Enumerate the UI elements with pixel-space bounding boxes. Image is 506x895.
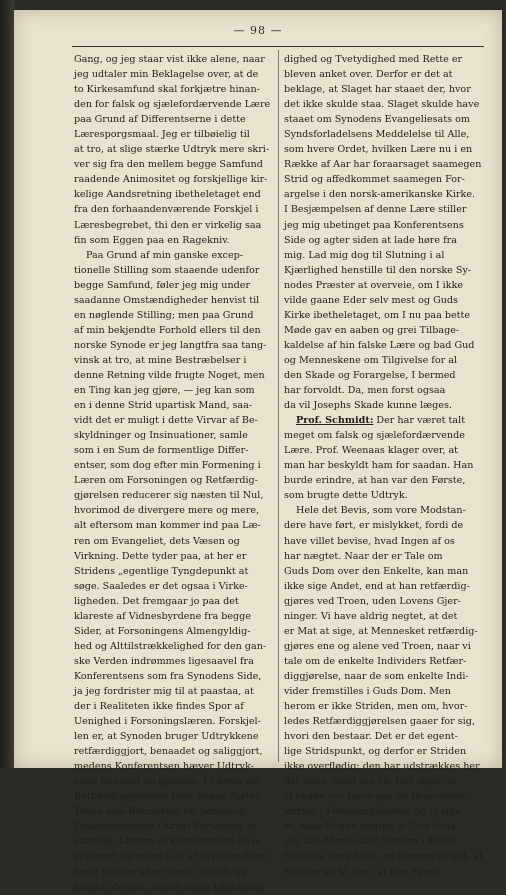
text-line: kelige Aandsretning ibetheletaget end (74, 189, 261, 201)
text-line: er Mat at sige, at Mennesket retfærdig- (284, 625, 478, 637)
text-line: staaet om Synodens Evangeliesats om (284, 114, 470, 126)
text-line (284, 413, 487, 428)
text-line: ren om Evangeliet, dets Væsen og (74, 535, 240, 547)
text-line: den for falsk og sjælefordærvende Lære (74, 99, 271, 111)
speech-text: Der har været talt (373, 415, 466, 427)
text-line: Konferentsens som fra Synodens Side, (74, 670, 262, 682)
text-line: skyldninger og Insinuationer, samle (74, 430, 248, 442)
text-line: Retfærdiggjørelsen fatte begge Parter (74, 791, 261, 803)
text-line: diggjørelse, naar de som enkelte Indi- (284, 670, 469, 682)
text-line: tale om de enkelte Individers Retfær- (284, 655, 467, 667)
speaker-name: Prof. Schmidt: (296, 415, 374, 427)
text-line: da vil Josephs Skade kunne læges. (284, 400, 452, 412)
text-line: dere have ført, er mislykket, fordi de (284, 520, 464, 532)
text-line: en i denne Strid upartisk Mand, saa- (74, 400, 253, 412)
text-line: alt eftersom man kommer ind paa Læ- (74, 520, 261, 532)
text-line: klareste af Vidnesbyrdene fra begge (74, 610, 251, 622)
text-line: Side og agter siden at lade høre fra (284, 234, 457, 246)
text-line: Syndsforladelsens Meddelelse til Alle, (284, 129, 470, 141)
text-line: har nægtet. Naar der er Tale om (284, 550, 443, 562)
left-text-column (74, 52, 274, 893)
text-line: Paa Grund af min ganske excep- (86, 249, 244, 261)
text-line: han maa lære falsk, og hvorom er det, at (284, 851, 483, 863)
text-line: lige Stridspunkt, og derfor er Striden (284, 746, 467, 758)
text-line: dighed og Tvetydighed med Rette er (284, 54, 463, 65)
text-line: raadende Animositet og forskjellige kir- (74, 174, 268, 186)
text-line: ja jeg fordrister mig til at paastaa, at (74, 685, 254, 697)
text-line: der alle Mennesker Synden i Kristo, (284, 836, 460, 848)
text-line: Møde gav en aaben og grei Tilbage- (284, 324, 460, 336)
text-line: paa Grund af Differentserne i dette (74, 114, 246, 126)
text-line: hvorimod de divergere mere og mere, (74, 505, 260, 517)
text-line: burde erindre, at han var den Første, (284, 475, 466, 487)
text-line: ninger. Vi have aldrig negtet, at det (284, 610, 458, 622)
text-line: begge Samfund, føler jeg mig under (74, 279, 251, 291)
text-line: ikke sige Andet, end at han retfærdig- (284, 580, 470, 592)
text-line: som hvere Ordet, hvilken Lære nu i en (284, 144, 473, 156)
text-line: som brugte dette Udtryk. (284, 490, 408, 502)
text-line: virring i Forsoningslæren, og vi sige, (284, 806, 464, 818)
text-line: vilde gaane Eder selv mest og Guds (284, 294, 458, 306)
text-line: samtlige Lærere af Konferentsen have (74, 836, 262, 848)
text-line: kene forsonet og gjenløst. I Læren om (74, 776, 261, 788)
text-line: Læresporgsmaal. Jeg er tilbøielig til (74, 129, 250, 141)
text-line: retfærdiggjort, benaadet og saliggjort, (74, 746, 263, 758)
text-line: saadanne Omstændigheder henvist til (74, 294, 260, 306)
text-line: Delagtiggjørelse i Kristi Forsoning, ja (74, 821, 257, 833)
text-line: Lære. Prof. Weenaas klager over, at (284, 445, 459, 457)
text-line: nodes Præster at overveie, om I ikke (284, 279, 464, 291)
text-line: kaldelse af hin falske Lære og bad Gud (284, 339, 475, 351)
text-line: en Ting kan jeg gjøre, — jeg kan som (74, 385, 255, 397)
text-line: den Skade og Forargelse, I bermed (284, 369, 456, 381)
text-line: Række af Aar har foraarsaget saamegen (284, 159, 482, 171)
text-line: entser, som dog efter min Formening i (74, 460, 261, 472)
text-line: jeg mig ubetinget paa Konferentsens (284, 219, 464, 231)
text-line: vider fremstilles i Guds Dom. Men (284, 685, 451, 697)
right-text-column (284, 52, 487, 878)
text-line: Uenighed i Forsoningslæren. Forskjel- (74, 716, 261, 728)
text-line: mig. Lad mig dog til Slutning i al (284, 249, 445, 261)
book-page (14, 10, 502, 893)
text-line: I Besjæmpelsen af denne Lære stiller (284, 204, 467, 216)
text-line: Læren om Forsoningen og Retfærdig- (74, 475, 258, 487)
text-line: det ikke skulde staa. Slaget skulde have (284, 99, 480, 111)
text-line: medens Konferentsen hæver Udtryk- (74, 761, 254, 773)
text-line: Kjærlighed henstille til den norske Sy- (284, 264, 472, 276)
text-line: ver sig fra den mellem begge Samfund (74, 159, 263, 171)
text-line: det føste, hvad det vil. Der siges, at (284, 776, 457, 788)
text-line: argelse i den norsk-amerikanske Kirke. (284, 189, 476, 201)
text-line: beklage, at Slaget har staaet der, hvor (284, 84, 471, 96)
text-line: tionelle Stilling som staaende udenfor (74, 264, 260, 276)
text-line: at, naar Nogen negter, at Gud forla- (284, 821, 459, 833)
text-line: to Kirkesamfund skal forkjætre hinan- (74, 84, 260, 96)
text-line: erklæret sig enige i de af Synoden frem (74, 851, 268, 863)
text-line: Guds Dom over den Enkelte, kan man (284, 565, 469, 577)
text-line: vinsk at tro, at mine Bestræbelser i (74, 354, 247, 366)
text-line: lagte Sætser efter deres Ordlyd, og (74, 866, 247, 878)
text-line: at tro, at slige stærke Udtryk mere skri- (74, 144, 270, 156)
text-line: gjøres ene og alene ved Troen, naar vi (284, 640, 471, 652)
text-line: ikke overflødig; den har udstrækkes her, (284, 761, 482, 773)
text-line: Virkning. Dette tyder paa, at her er (74, 550, 247, 562)
page-number: — 98 — (233, 24, 283, 37)
text-line: norske Synode er jeg langtfra saa tang- (74, 339, 267, 351)
text-line: len er, at Synoden bruger Udtrykkene (74, 731, 259, 743)
text-line: har forvoldt. Da, men forst ogsaa (284, 385, 446, 397)
text-line: der i Realiteten ikke findes Spor af (74, 701, 244, 713)
text-line: ligheden. Det fremgaar jo paa det (74, 595, 239, 607)
text-line: ske Verden indrømmes ligesaavel fra (74, 655, 254, 667)
text-line: som i en Sum de formentlige Differ- (74, 445, 249, 457)
text-line: søge. Saaledes er det ogsaa i Virke- (74, 580, 248, 592)
text-line: ledes Retfærdiggjørelsen gaaer for sig, (284, 716, 475, 728)
text-line: gjøres ved Troen, uden Lovens Gjer- (284, 595, 461, 607)
text-line: Stridens „egentlige Tyngdepunkt at (74, 565, 249, 577)
text-line: vi bygge vor Lære paa en Begrebsfor- (284, 791, 469, 803)
text-line: Troen som Betingelse for personlig (74, 806, 246, 818)
text-line: hvori den bestaar. Det er det egent- (284, 731, 458, 743)
text-line: en nøglende Stilling; men paa Grund (74, 309, 254, 321)
text-line: saavidt de gaa, skjønt deres Ufuldstæn- (74, 881, 268, 893)
text-line: herom er ikke Striden, men om, hvor- (284, 701, 468, 713)
book-spine-shadow (0, 0, 14, 768)
text-line: Sider, at Forsoningens Almengyldig- (74, 625, 251, 637)
text-line: vidt det er muligt i dette Virvar af Be- (74, 415, 258, 427)
text-line: hed og Alttilstrækkelighed for den gan- (74, 640, 267, 652)
text-line: fin som Eggen paa en Ragekniv. (74, 234, 230, 246)
text-line: man har beskyldt ham for saadan. Han (284, 460, 474, 472)
text-line: Hele det Bevis, som vore Modstan- (296, 505, 466, 517)
text-line: Strid og affedkommet saamegen For- (284, 174, 465, 186)
text-line: bleven anket over. Derfor er det at (284, 69, 453, 81)
column-divider (278, 50, 279, 762)
text-line: af min bekjendte Forhold ellers til den (74, 324, 261, 336)
text-line: og Menneskene om Tilgivelse for al (284, 354, 458, 366)
text-line: jeg udtaler min Beklagelse over, at de (74, 69, 259, 81)
text-line: Striden er. Vi sige, at den Synds- (284, 866, 444, 878)
text-line: Kirke ibetheletaget, om I nu paa bette (284, 309, 471, 321)
text-line: fra den forhaandenværende Forskjel i (74, 204, 259, 216)
text-line: Gang, og jeg staar vist ikke alene, naar (74, 54, 265, 65)
text-line: Læresbegrebet, thi den er virkelig saa (74, 219, 262, 231)
header-rule (72, 46, 484, 47)
text-line: have villet bevise, hvad Ingen af os (284, 535, 455, 547)
text-line: meget om falsk og sjælefordærvende (284, 430, 465, 442)
text-line: gjørelsen reducerer sig næsten til Nul, (74, 490, 264, 502)
text-line: denne Retning vilde frugte Noget, men (74, 369, 265, 381)
